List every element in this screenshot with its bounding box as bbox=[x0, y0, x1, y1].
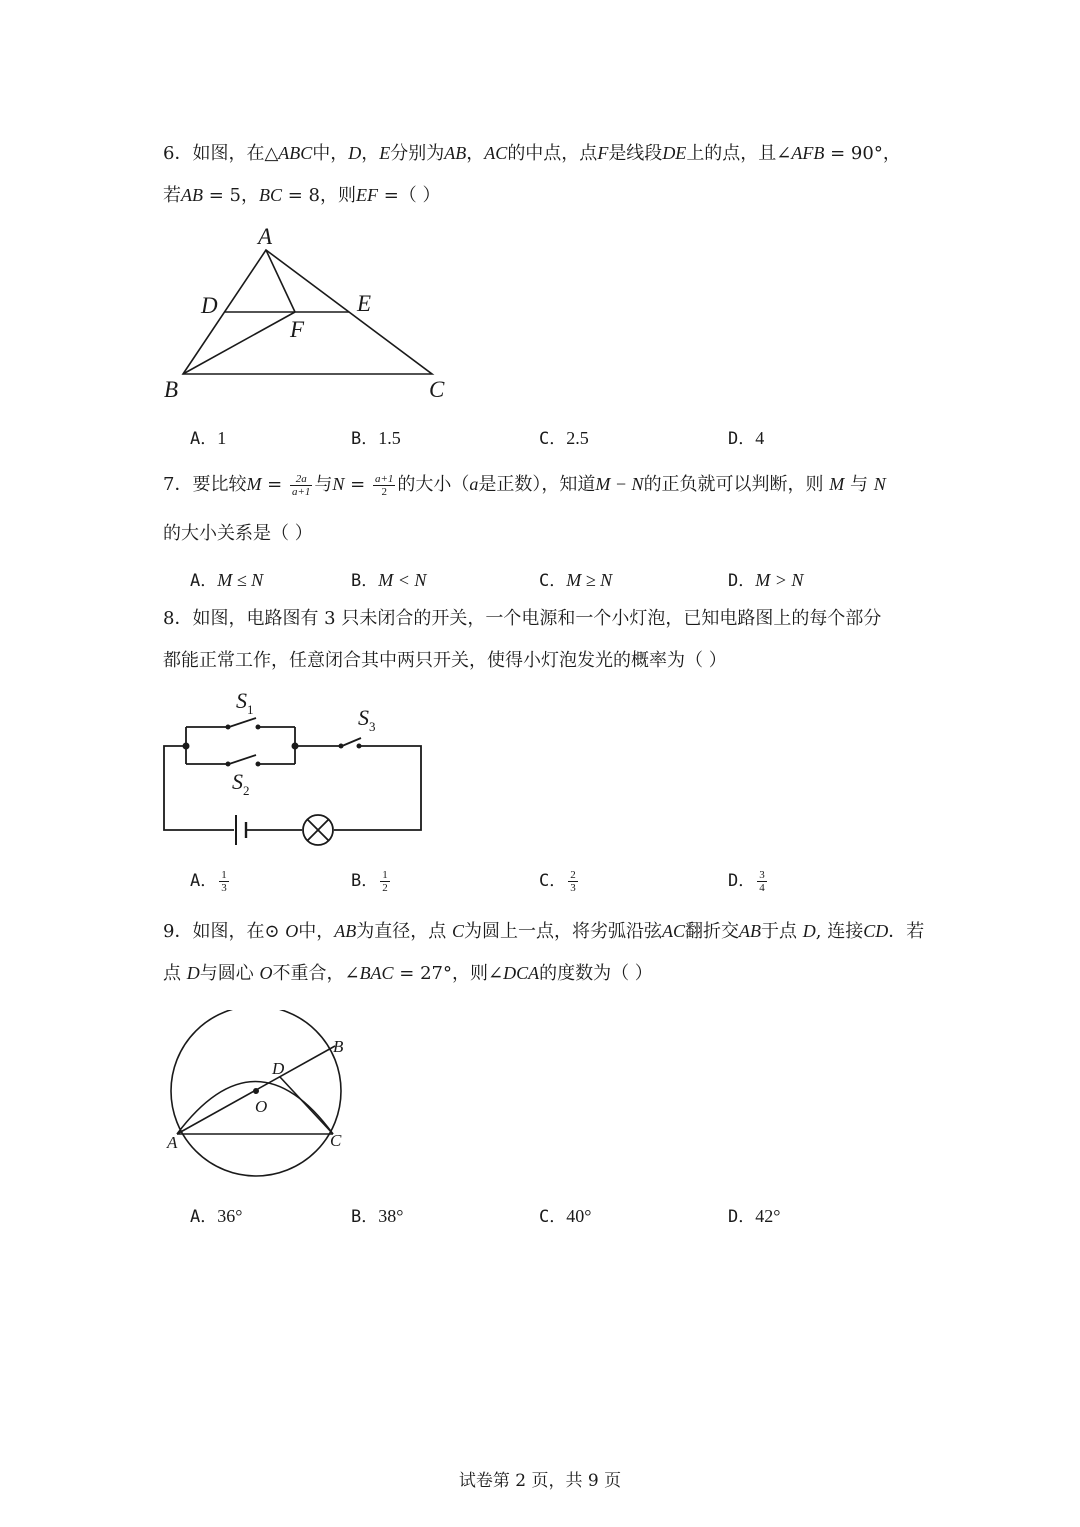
q8-circuit-figure bbox=[150, 685, 440, 850]
q9-option-a[interactable]: A．36° bbox=[190, 1206, 243, 1227]
q8-stem-line2: 都能正常工作，任意闭合其中两只开关，使得小灯泡发光的概率为（ ） bbox=[163, 650, 727, 671]
segment-cd bbox=[280, 1077, 333, 1134]
q8-option-b[interactable]: B． $\frac{1}{2}$ bbox=[351, 868, 388, 894]
label-f: F bbox=[290, 317, 305, 342]
label-b: B bbox=[164, 377, 179, 402]
q6-stem-line2: 若AB = 5，BC = 8，则EF =（ ） bbox=[163, 185, 441, 206]
label-o: O bbox=[255, 1097, 268, 1116]
q7-option-a[interactable]: A．M ≤ N bbox=[190, 570, 264, 591]
q8-option-c[interactable]: C． $\frac{2}{3}$ bbox=[539, 868, 576, 894]
label-a: A bbox=[258, 224, 273, 249]
q8-option-d[interactable]: D． $\frac{3}{4}$ bbox=[728, 868, 765, 894]
page-footer: 试卷第 2 页，共 9 页 bbox=[458, 1471, 622, 1491]
segment-bf bbox=[183, 312, 295, 374]
q9-stem-line2: 点 D与圆心 O不重合，∠BAC = 27°，则∠DCA的度数为（ ） bbox=[163, 963, 653, 984]
label-s3: $S_3$ bbox=[358, 705, 376, 734]
center-point bbox=[253, 1088, 259, 1094]
q6-stem-line1: 6．如图，在△ABC中，D，E分别为AB，AC的中点，点F是线段DE上的点，且∠AFB = 90°， bbox=[163, 143, 901, 164]
junction-left bbox=[183, 743, 190, 750]
q9-option-b[interactable]: B．38° bbox=[351, 1206, 404, 1227]
label-b: B bbox=[333, 1037, 344, 1056]
q7-option-d[interactable]: D．M > N bbox=[728, 570, 804, 591]
q9-circle-figure bbox=[155, 1010, 365, 1190]
q9-option-d[interactable]: D．42° bbox=[728, 1206, 781, 1227]
label-e: E bbox=[357, 291, 372, 316]
q7-stem-line1: 7．要比较M = $\frac{2a}{a+1}$ 与N = $\frac{a+1}{2}$ 的大小（a是正数），知道M − N的正负就可以判断，则 M 与 N bbox=[163, 472, 886, 498]
q6-triangle-figure bbox=[155, 220, 465, 410]
fraction-m: $\frac{2a}{a+1}$ bbox=[291, 472, 311, 498]
q6-option-d[interactable]: D．4 bbox=[728, 428, 765, 449]
segment-af bbox=[266, 250, 295, 312]
label-d: D bbox=[272, 1059, 285, 1078]
switch-s2-blade bbox=[229, 755, 256, 764]
q7-option-c[interactable]: C．M ≥ N bbox=[539, 570, 613, 591]
wire-left bbox=[164, 746, 234, 830]
q9-option-c[interactable]: C．40° bbox=[539, 1206, 592, 1227]
label-c: C bbox=[429, 377, 445, 402]
q8-option-a[interactable]: A． $\frac{1}{3}$ bbox=[190, 868, 227, 894]
q6-option-a[interactable]: A．1 bbox=[190, 428, 227, 449]
q9-stem-line1: 9．如图，在⊙ O中，AB为直径，点 C为圆上一点，将劣弧沿弦AC翻折交AB于点 D, 连接CD．若 bbox=[163, 921, 925, 942]
q7-stem-line2: 的大小关系是（ ） bbox=[163, 523, 313, 544]
label-a: A bbox=[167, 1133, 178, 1152]
junction-right bbox=[292, 743, 299, 750]
fraction-n: $\frac{a+1}{2}$ bbox=[374, 472, 394, 498]
wire-right bbox=[334, 746, 421, 830]
label-d: D bbox=[201, 293, 218, 318]
label-s2: $S_2$ bbox=[232, 769, 250, 798]
q7-option-b[interactable]: B．M < N bbox=[351, 570, 427, 591]
label-c: C bbox=[330, 1131, 342, 1150]
q6-option-c[interactable]: C．2.5 bbox=[539, 428, 589, 449]
label-s1: $S_1$ bbox=[236, 688, 254, 717]
switch-s1-blade bbox=[229, 718, 256, 727]
q8-stem-line1: 8．如图，电路图有 3 只未闭合的开关，一个电源和一个小灯泡，已知电路图上的每个部分 bbox=[163, 608, 882, 629]
q6-option-b[interactable]: B．1.5 bbox=[351, 428, 401, 449]
